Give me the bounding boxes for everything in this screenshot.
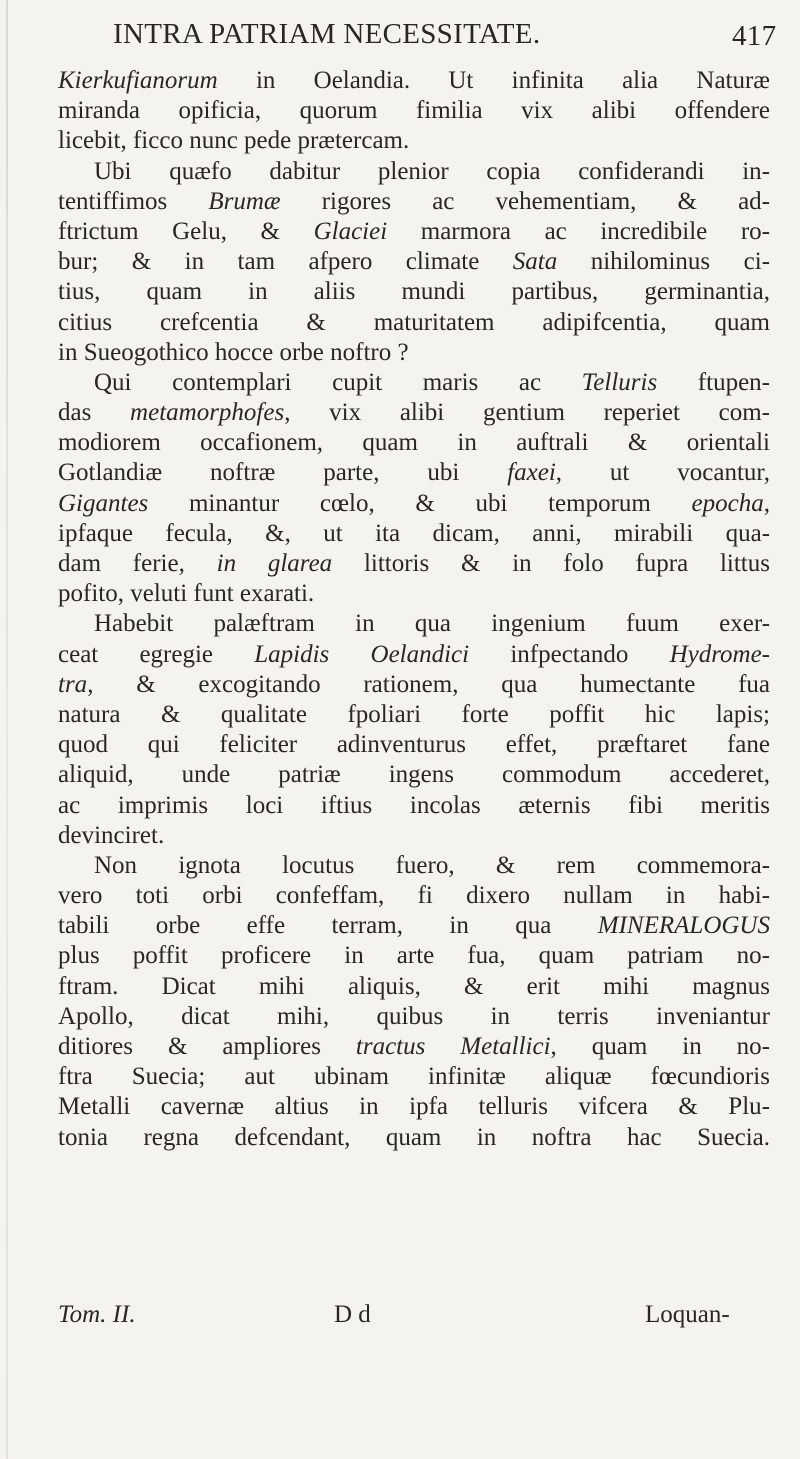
text-line: Apollo, dicat mihi, quibus in terris inveniantur [58,1002,770,1030]
running-head [0,8,800,56]
text-line: ceat egregie Lapidis Oelandici infpectando Hydrome- [58,640,771,668]
text-line: ipfaque fecula, &, ut ita dicam, anni, mirabili qua- [58,519,770,547]
text-line: ftrictum Gelu, & Glaciei marmora ac incredibile ro- [58,217,770,245]
text-line: Kierkufianorum in Oelandia. Ut infinita alia Naturæ [58,67,770,94]
text-line: Gotlandiæ noftræ parte, ubi faxei, ut vocantur, [58,459,770,487]
text-line: das metamorphofes, vix alibi gentium reperiet com- [58,399,771,427]
text-line: Gigantes minantur cœlo, & ubi temporum epocha, [58,489,770,517]
text-line: tabili orbe effe terram, in qua MINERALOGUS [58,912,770,940]
volume-label: Tom. II. [58,1301,136,1328]
text-line: licebit, ficco nunc pede prætercam. [58,127,410,155]
text-line: citius crefcentia & maturitatem adipifcentia, quam [58,308,770,336]
text-line: vero toti orbi confeffam, fi dixero nullam in habi- [58,882,770,910]
text-line: tius, quam in aliis mundi partibus, germinantia, [58,278,770,306]
page-edge-shadow [6,0,8,1459]
text-line: ditiores & ampliores tractus Metallici, quam in no- [58,1033,770,1060]
text-line: bur; & in tam afpero climate Sata nihilominus ci- [58,248,770,276]
text-line: tentiffimos Brumæ rigores ac vehementiam, & ad- [58,187,770,215]
text-line: Metalli cavernæ altius in ipfa telluris vifcera & Plu- [58,1093,770,1121]
text-line: Ubi quæfo dabitur plenior copia confiderandi in- [94,157,770,185]
text-line: dam ferie, in glarea littoris & in folo fupra littus [58,550,770,577]
catchword: Loquan- [645,1301,730,1328]
text-line: pofito, veluti funt exarati. [58,580,315,608]
text-line: ftram. Dicat mihi aliquis, & erit mihi magnus [58,972,770,1000]
text-line: tonia regna defcendant, quam in noftra hac Suecia. [58,1123,770,1151]
text-line: plus poffit proficere in arte fua, quam patriam no- [58,942,770,970]
text-line: devinciret. [58,821,165,849]
text-line: in Sueogothico hocce orbe noftro ? [58,338,409,366]
body-text [58,66,770,1153]
text-line: miranda opificia, quorum fimilia vix alibi offendere [58,97,770,125]
text-line: Non ignota locutus fuero, & rem commemora- [94,851,770,879]
running-title: INTRA PATRIAM NECESSITATE. [113,18,541,50]
text-line: aliquid, unde patriæ ingens commodum accederet, [58,761,770,789]
signature-mark: D d [334,1301,371,1328]
page-footer [58,1301,770,1331]
text-line: quod qui feliciter adinventurus effet, præftaret fane [58,731,770,759]
text-line: modiorem occafionem, quam in auftrali & orientali [58,429,770,457]
text-line: tra, & excogitando rationem, qua humectante fua [58,670,770,698]
text-line: ac imprimis loci iftius incolas æternis fibi meritis [58,791,770,819]
text-line: natura & qualitate fpoliari forte poffit hic lapis; [58,700,770,728]
text-line: Qui contemplari cupit maris ac Telluris ftupen- [94,368,770,396]
text-line: Habebit palæftram in qua ingenium fuum exer- [94,610,770,638]
page-number: 417 [732,20,777,52]
text-line: ftra Suecia; aut ubinam infinitæ aliquæ fœcundioris [58,1063,770,1091]
